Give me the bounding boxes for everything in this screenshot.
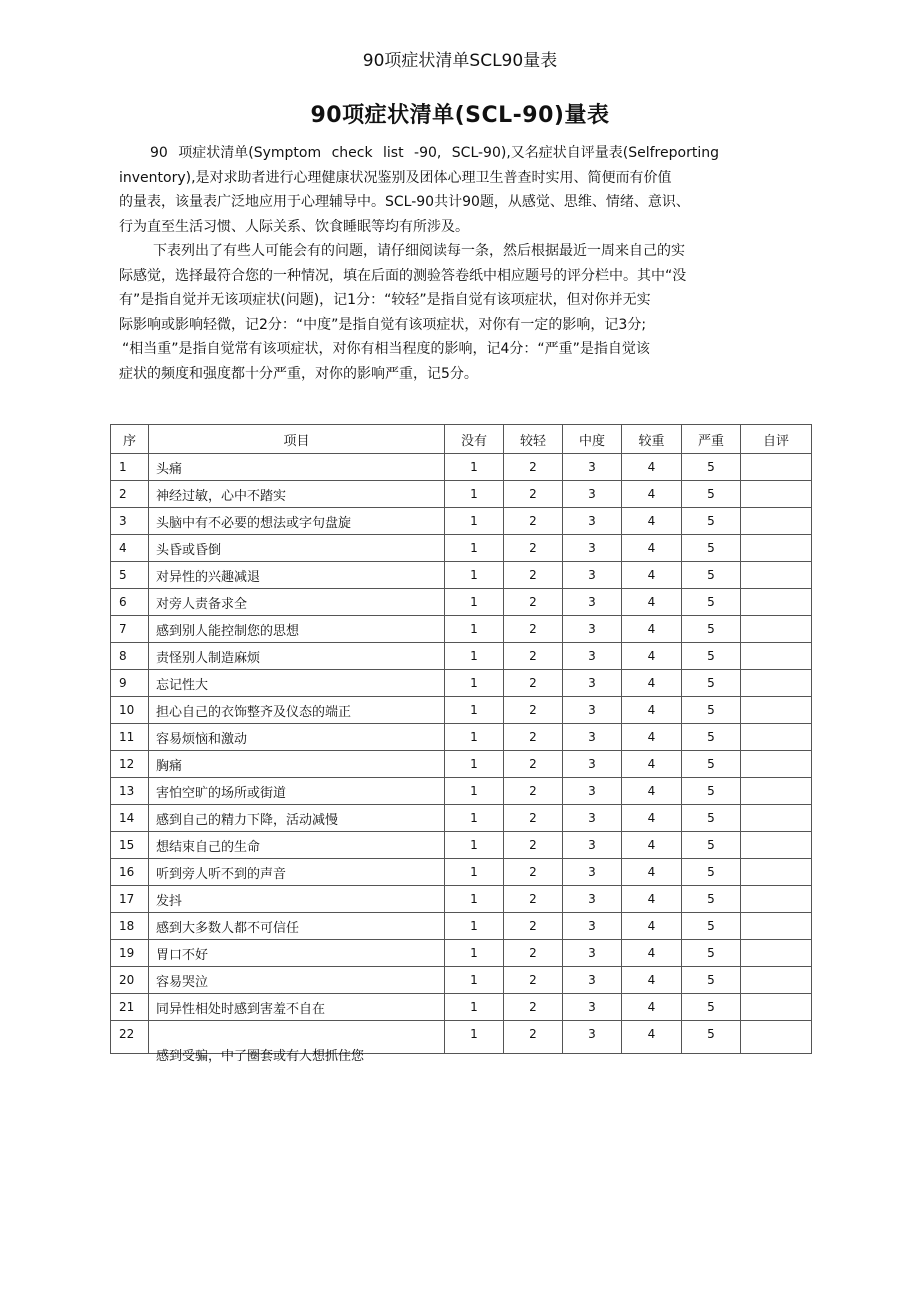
header-mild: 较轻 xyxy=(504,425,563,454)
row-number: 3 xyxy=(111,508,149,535)
row-number: 1 xyxy=(111,454,149,481)
self-rating-cell[interactable] xyxy=(741,751,812,778)
score-mild: 2 xyxy=(504,535,563,562)
table-row xyxy=(111,913,812,940)
score-severe: 4 xyxy=(622,508,682,535)
header-severe: 较重 xyxy=(622,425,682,454)
score-mild: 2 xyxy=(504,616,563,643)
score-none: 1 xyxy=(445,697,504,724)
score-extreme: 5 xyxy=(682,859,741,886)
intro-p2-line-6: 症状的频度和强度都十分严重，对你的影响严重，记5分。 xyxy=(119,365,478,382)
row-item: 害怕空旷的场所或街道 xyxy=(149,778,445,805)
document-title: 90项症状清单(SCL-90)量表 xyxy=(310,103,610,128)
score-severe: 4 xyxy=(622,778,682,805)
score-moderate: 3 xyxy=(563,670,622,697)
row-item: 头昏或昏倒 xyxy=(149,535,445,562)
self-rating-cell[interactable] xyxy=(741,697,812,724)
row-item: 胸痛 xyxy=(149,751,445,778)
score-mild: 2 xyxy=(504,778,563,805)
row-number: 9 xyxy=(111,670,149,697)
score-severe: 4 xyxy=(622,562,682,589)
score-severe: 4 xyxy=(622,886,682,913)
row-item: 发抖 xyxy=(149,886,445,913)
table-row xyxy=(111,454,812,481)
score-severe: 4 xyxy=(622,616,682,643)
table-row xyxy=(111,616,812,643)
score-moderate: 3 xyxy=(563,1021,622,1054)
table-row xyxy=(111,967,812,994)
row-number: 10 xyxy=(111,697,149,724)
score-mild: 2 xyxy=(504,886,563,913)
self-rating-cell[interactable] xyxy=(741,886,812,913)
score-severe: 4 xyxy=(622,832,682,859)
score-severe: 4 xyxy=(622,670,682,697)
self-rating-cell[interactable] xyxy=(741,589,812,616)
row-number: 19 xyxy=(111,940,149,967)
score-mild: 2 xyxy=(504,724,563,751)
table-row xyxy=(111,724,812,751)
score-none: 1 xyxy=(445,670,504,697)
score-extreme: 5 xyxy=(682,643,741,670)
score-moderate: 3 xyxy=(563,886,622,913)
row-item: 容易哭泣 xyxy=(149,967,445,994)
score-moderate: 3 xyxy=(563,913,622,940)
score-extreme: 5 xyxy=(682,967,741,994)
score-none: 1 xyxy=(445,1021,504,1054)
score-extreme: 5 xyxy=(682,994,741,1021)
table-header-row xyxy=(111,425,812,454)
score-severe: 4 xyxy=(622,913,682,940)
intro-p2-line-5: “相当重”是指自觉常有该项症状，对你有相当程度的影响，记4分：“严重”是指自觉该 xyxy=(122,341,650,357)
score-extreme: 5 xyxy=(682,616,741,643)
score-extreme: 5 xyxy=(682,481,741,508)
score-extreme: 5 xyxy=(682,751,741,778)
score-extreme: 5 xyxy=(682,508,741,535)
header-moderate: 中度 xyxy=(563,425,622,454)
self-rating-cell[interactable] xyxy=(741,616,812,643)
score-severe: 4 xyxy=(622,859,682,886)
table-row xyxy=(111,859,812,886)
score-mild: 2 xyxy=(504,940,563,967)
score-mild: 2 xyxy=(504,562,563,589)
score-none: 1 xyxy=(445,994,504,1021)
score-extreme: 5 xyxy=(682,670,741,697)
score-mild: 2 xyxy=(504,994,563,1021)
intro-p2-line-1: 下表列出了有些人可能会有的问题，请仔细阅读每一条，然后根据最近一周来自己的实 xyxy=(153,243,685,259)
score-none: 1 xyxy=(445,589,504,616)
table-row xyxy=(111,508,812,535)
score-extreme: 5 xyxy=(682,778,741,805)
score-mild: 2 xyxy=(504,643,563,670)
self-rating-cell[interactable] xyxy=(741,859,812,886)
score-moderate: 3 xyxy=(563,697,622,724)
score-moderate: 3 xyxy=(563,724,622,751)
score-none: 1 xyxy=(445,805,504,832)
table-row xyxy=(111,886,812,913)
table-row xyxy=(111,697,812,724)
score-mild: 2 xyxy=(504,751,563,778)
row-number: 14 xyxy=(111,805,149,832)
row-item: 胃口不好 xyxy=(149,940,445,967)
score-none: 1 xyxy=(445,481,504,508)
row-item: 容易烦恼和激动 xyxy=(149,724,445,751)
self-rating-cell[interactable] xyxy=(741,454,812,481)
self-rating-cell[interactable] xyxy=(741,724,812,751)
score-moderate: 3 xyxy=(563,859,622,886)
score-extreme: 5 xyxy=(682,562,741,589)
row-item xyxy=(149,1021,445,1064)
table-row xyxy=(111,481,812,508)
score-moderate: 3 xyxy=(563,805,622,832)
intro-p1-line-4: 行为直至生活习惯、人际关系、饮食睡眠等均有所涉及。 xyxy=(119,218,469,235)
score-severe: 4 xyxy=(622,454,682,481)
score-none: 1 xyxy=(445,832,504,859)
row-number: 5 xyxy=(111,562,149,589)
row-item: 担心自己的衣饰整齐及仪态的端正 xyxy=(149,697,445,724)
row-item: 责怪别人制造麻烦 xyxy=(149,643,445,670)
intro-p1-line-3: 的量表，该量表广泛地应用于心理辅导中。SCL-90共计90题，从感觉、思维、情绪、意识、 xyxy=(119,194,690,210)
self-rating-cell[interactable] xyxy=(741,481,812,508)
row-number: 8 xyxy=(111,643,149,670)
score-none: 1 xyxy=(445,643,504,670)
row-number: 18 xyxy=(111,913,149,940)
score-none: 1 xyxy=(445,535,504,562)
score-moderate: 3 xyxy=(563,778,622,805)
header-item: 项目 xyxy=(149,425,445,454)
score-extreme: 5 xyxy=(682,913,741,940)
score-moderate: 3 xyxy=(563,454,622,481)
row-number: 13 xyxy=(111,778,149,805)
row-number: 20 xyxy=(111,967,149,994)
table-row xyxy=(111,940,812,967)
score-severe: 4 xyxy=(622,994,682,1021)
self-rating-cell[interactable] xyxy=(741,994,812,1021)
row-number: 6 xyxy=(111,589,149,616)
score-extreme: 5 xyxy=(682,697,741,724)
self-rating-cell[interactable] xyxy=(741,508,812,535)
row-item: 想结束自己的生命 xyxy=(149,832,445,859)
intro-p1-line-2: inventory),是对求助者进行心理健康状况鉴别及团体心理卫生普查时实用、简便而有价值 xyxy=(119,169,672,186)
score-none: 1 xyxy=(445,562,504,589)
score-none: 1 xyxy=(445,508,504,535)
score-severe: 4 xyxy=(622,940,682,967)
score-moderate: 3 xyxy=(563,508,622,535)
score-moderate: 3 xyxy=(563,562,622,589)
intro-p2-line-4: 际影响或影响轻微，记2分：“中度”是指自觉有该项症状，对你有一定的影响，记3分; xyxy=(119,316,647,333)
score-severe: 4 xyxy=(622,481,682,508)
row-item: 同异性相处时感到害羞不自在 xyxy=(149,994,445,1021)
score-mild: 2 xyxy=(504,913,563,940)
row-item: 头脑中有不必要的想法或字句盘旋 xyxy=(149,508,445,535)
score-severe: 4 xyxy=(622,805,682,832)
score-moderate: 3 xyxy=(563,535,622,562)
score-severe: 4 xyxy=(622,724,682,751)
row-item: 感到自己的精力下降，活动减慢 xyxy=(149,805,445,832)
score-extreme: 5 xyxy=(682,454,741,481)
self-rating-cell[interactable] xyxy=(741,778,812,805)
score-none: 1 xyxy=(445,454,504,481)
self-rating-cell[interactable] xyxy=(741,832,812,859)
score-extreme: 5 xyxy=(682,724,741,751)
score-severe: 4 xyxy=(622,967,682,994)
page-header: 90项症状清单SCL90量表 xyxy=(362,51,558,71)
score-mild: 2 xyxy=(504,967,563,994)
row-item: 感到大多数人都不可信任 xyxy=(149,913,445,940)
row-item: 听到旁人听不到的声音 xyxy=(149,859,445,886)
symptom-table xyxy=(110,424,812,1064)
score-moderate: 3 xyxy=(563,940,622,967)
self-rating-cell[interactable] xyxy=(741,940,812,967)
table-row xyxy=(111,535,812,562)
score-extreme: 5 xyxy=(682,535,741,562)
score-mild: 2 xyxy=(504,1021,563,1054)
header-extreme: 严重 xyxy=(682,425,741,454)
score-extreme: 5 xyxy=(682,589,741,616)
score-extreme: 5 xyxy=(682,886,741,913)
row-number: 15 xyxy=(111,832,149,859)
score-severe: 4 xyxy=(622,1021,682,1054)
score-severe: 4 xyxy=(622,643,682,670)
header-no: 序 xyxy=(111,425,149,454)
score-moderate: 3 xyxy=(563,751,622,778)
score-moderate: 3 xyxy=(563,994,622,1021)
row-number: 4 xyxy=(111,535,149,562)
score-mild: 2 xyxy=(504,697,563,724)
score-mild: 2 xyxy=(504,859,563,886)
score-none: 1 xyxy=(445,886,504,913)
self-rating-cell[interactable] xyxy=(741,535,812,562)
score-mild: 2 xyxy=(504,481,563,508)
table-row xyxy=(111,994,812,1021)
row-number: 11 xyxy=(111,724,149,751)
score-mild: 2 xyxy=(504,454,563,481)
row-item: 感到别人能控制您的思想 xyxy=(149,616,445,643)
score-mild: 2 xyxy=(504,589,563,616)
self-rating-cell[interactable] xyxy=(741,643,812,670)
score-none: 1 xyxy=(445,940,504,967)
row-number: 16 xyxy=(111,859,149,886)
table-row xyxy=(111,805,812,832)
score-severe: 4 xyxy=(622,751,682,778)
score-none: 1 xyxy=(445,751,504,778)
score-moderate: 3 xyxy=(563,967,622,994)
score-mild: 2 xyxy=(504,508,563,535)
intro-p2-line-2: 际感觉，选择最符合您的一种情况，填在后面的测验答卷纸中相应题号的评分栏中。其中“没 xyxy=(119,267,687,284)
table-row xyxy=(111,589,812,616)
header-none: 没有 xyxy=(445,425,504,454)
row-item: 神经过敏，心中不踏实 xyxy=(149,481,445,508)
row-number: 17 xyxy=(111,886,149,913)
self-rating-cell[interactable] xyxy=(741,670,812,697)
score-mild: 2 xyxy=(504,670,563,697)
row-number: 12 xyxy=(111,751,149,778)
table-row xyxy=(111,1021,812,1054)
score-none: 1 xyxy=(445,778,504,805)
row-item: 对异性的兴趣减退 xyxy=(149,562,445,589)
score-none: 1 xyxy=(445,967,504,994)
score-moderate: 3 xyxy=(563,481,622,508)
self-rating-cell[interactable] xyxy=(741,967,812,994)
score-moderate: 3 xyxy=(563,589,622,616)
score-moderate: 3 xyxy=(563,643,622,670)
table-row xyxy=(111,643,812,670)
intro-p1-line-1: 90 项症状清单(Symptom check list -90, SCL-90),又名症状自评量表(Selfreporting xyxy=(150,145,719,161)
row-item: 头痛 xyxy=(149,454,445,481)
self-rating-cell[interactable] xyxy=(741,562,812,589)
score-none: 1 xyxy=(445,616,504,643)
self-rating-cell[interactable] xyxy=(741,805,812,832)
score-extreme: 5 xyxy=(682,805,741,832)
row-number: 2 xyxy=(111,481,149,508)
score-none: 1 xyxy=(445,913,504,940)
score-none: 1 xyxy=(445,724,504,751)
score-extreme: 5 xyxy=(682,940,741,967)
score-extreme: 5 xyxy=(682,1021,741,1054)
score-moderate: 3 xyxy=(563,832,622,859)
row-number: 21 xyxy=(111,994,149,1021)
score-severe: 4 xyxy=(622,589,682,616)
score-mild: 2 xyxy=(504,832,563,859)
row-item: 对旁人责备求全 xyxy=(149,589,445,616)
table-row xyxy=(111,670,812,697)
table-row xyxy=(111,778,812,805)
score-severe: 4 xyxy=(622,697,682,724)
self-rating-cell[interactable] xyxy=(741,913,812,940)
table-row xyxy=(111,562,812,589)
table-row xyxy=(111,832,812,859)
self-rating-cell[interactable] xyxy=(741,1021,812,1054)
row-number: 7 xyxy=(111,616,149,643)
score-none: 1 xyxy=(445,859,504,886)
row-item-text: 感到受骗，中了圈套或有人想抓住您 xyxy=(156,1049,365,1064)
score-moderate: 3 xyxy=(563,616,622,643)
header-self-rating: 自评 xyxy=(741,425,812,454)
row-item: 忘记性大 xyxy=(149,670,445,697)
score-extreme: 5 xyxy=(682,832,741,859)
score-mild: 2 xyxy=(504,805,563,832)
table-row xyxy=(111,751,812,778)
row-number: 22 xyxy=(111,1021,149,1054)
score-severe: 4 xyxy=(622,535,682,562)
intro-p2-line-3: 有”是指自觉并无该项症状(问题)，记1分：“较轻”是指自觉有该项症状，但对你并无实 xyxy=(119,292,651,308)
intro-text xyxy=(119,141,826,386)
